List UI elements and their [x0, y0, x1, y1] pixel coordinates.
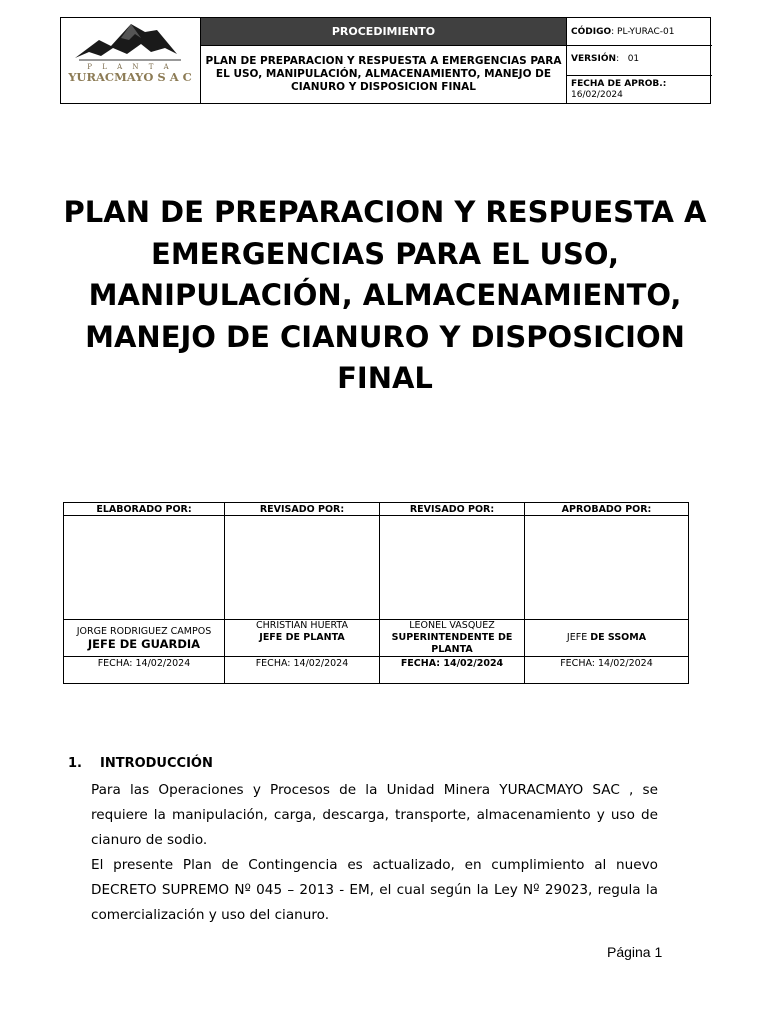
signer-role: DE SSOMA [590, 632, 647, 643]
section-title: INTRODUCCIÓN [100, 756, 213, 771]
section-number: 1. [68, 756, 82, 771]
signer-name: LEONEL VASQUEZ [409, 620, 495, 631]
signer-name: JEFE [566, 632, 588, 643]
code-value: PL-YURAC-01 [617, 26, 675, 37]
signer-role: JEFE DE PLANTA [259, 632, 345, 643]
signer-cell-1 [64, 620, 225, 657]
signature-box-approved [525, 516, 689, 620]
signer-name: JORGE RODRIGUEZ CAMPOS [76, 626, 212, 637]
signature-box-reviewed-1 [225, 516, 380, 620]
procedure-label: PROCEDIMIENTO [201, 18, 567, 45]
signer-role: SUPERINTENDENTE DE PLANTA [391, 632, 513, 655]
signature-box-reviewed-2 [380, 516, 525, 620]
svg-text:YURACMAYO S A C: YURACMAYO S A C [68, 70, 192, 84]
code-label: CÓDIGO [571, 26, 612, 37]
signer-name: CHRISTIAN HUERTA [255, 620, 348, 631]
page-number: Página 1 [607, 944, 663, 960]
version-label: VERSIÓN [571, 54, 617, 64]
main-title: PLAN DE PREPARACION Y RESPUESTA A EMERGENCIAS PARA EL USO, MANIPULACIÓN, ALMACENAMIENTO, MANEJO DE CIANURO Y DISPOSICION FINAL [63, 195, 707, 395]
version-cell: VERSIÓN: 01 [567, 45, 712, 75]
date-approved: FECHA: 14/02/2024 [525, 657, 689, 684]
header-document-title: PLAN DE PREPARACION Y RESPUESTA A EMERGENCIAS PARA EL USO, MANIPULACIÓN, ALMACENAMIENTO, MANEJO DE CIANURO Y DISPOSICION FINAL [201, 45, 567, 103]
signer-role: JEFE DE GUARDIA [87, 637, 201, 651]
signer-cell-3 [380, 620, 525, 657]
approval-table [63, 502, 689, 684]
mountain-logo-icon [61, 18, 199, 103]
date-reviewed-2: FECHA: 14/02/2024 [380, 657, 525, 684]
svg-text:P L A N T A: P L A N T A [87, 63, 173, 71]
signature-box-elaborated [64, 516, 225, 620]
approval-date-label: FECHA DE APROB.: [571, 79, 667, 89]
signer-cell-2 [225, 620, 380, 657]
code-cell: CÓDIGO : PL-YURAC-01 [571, 26, 675, 37]
paragraph: Para las Operaciones y Procesos de la Unidad Minera YURACMAYO SAC , se requiere la manipulación, carga, descarga, transporte, almacenamiento y uso de cianuro de sodio. [91, 782, 658, 848]
header-reviewed-1: REVISADO POR: [225, 503, 380, 516]
date-reviewed-1: FECHA: 14/02/2024 [225, 657, 380, 684]
document-header [60, 17, 711, 104]
header-approved: APROBADO POR: [525, 503, 689, 516]
header-elaborated: ELABORADO POR: [64, 503, 225, 516]
section-body [91, 778, 658, 928]
approval-date-value: 16/02/2024 [571, 90, 623, 100]
date-elaborated: FECHA: 14/02/2024 [64, 657, 225, 684]
version-value: 01 [627, 54, 640, 64]
header-reviewed-2: REVISADO POR: [380, 503, 525, 516]
approval-date-cell [567, 75, 712, 103]
signer-cell-4 [525, 620, 689, 657]
company-logo [61, 18, 201, 103]
paragraph: El presente Plan de Contingencia es actualizado, en cumplimiento al nuevo DECRETO SUPREMO Nº 045 – 2013 - EM, el cual según la Ley Nº 29023, regula la comercialización y uso del cianuro. [91, 857, 658, 923]
